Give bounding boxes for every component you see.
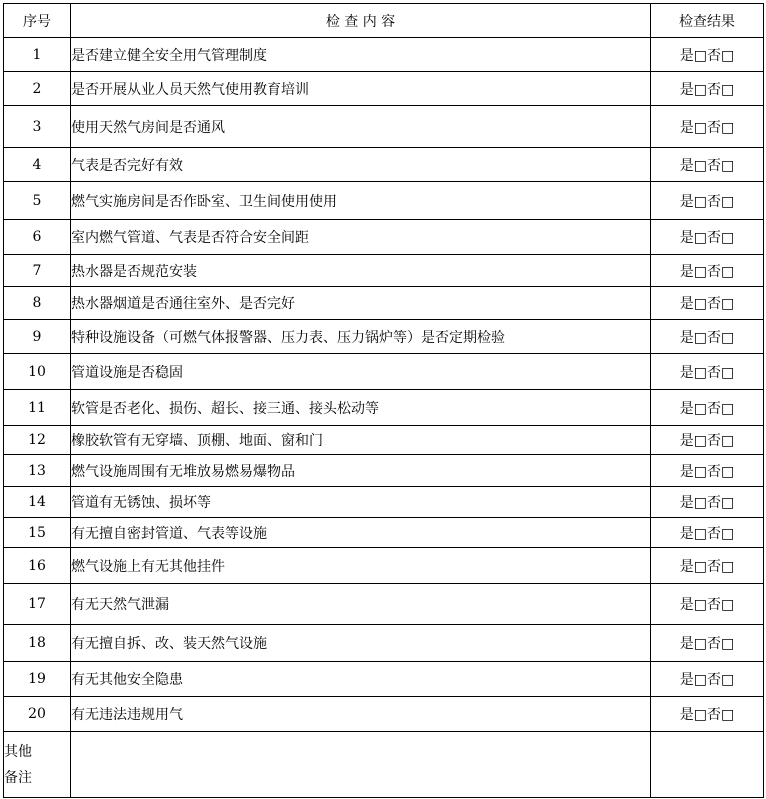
row-result-checkbox[interactable]: 是□否□ <box>651 455 764 487</box>
table-row <box>4 518 764 548</box>
row-number: 7 <box>4 255 71 287</box>
table-row <box>4 662 764 697</box>
row-result-checkbox[interactable]: 是□否□ <box>651 662 764 697</box>
row-number: 4 <box>4 148 71 182</box>
row-item: 有无天然气泄漏 <box>71 584 651 625</box>
table-row <box>4 287 764 320</box>
remarks-row <box>4 732 764 798</box>
row-number: 12 <box>4 426 71 455</box>
row-number: 13 <box>4 455 71 487</box>
row-number: 8 <box>4 287 71 320</box>
row-item: 橡胶软管有无穿墙、顶棚、地面、窗和门 <box>71 426 651 455</box>
row-item: 燃气设施周围有无堆放易燃易爆物品 <box>71 455 651 487</box>
table-row <box>4 320 764 354</box>
table-row <box>4 487 764 518</box>
table-row <box>4 72 764 106</box>
row-result-checkbox[interactable]: 是□否□ <box>651 320 764 354</box>
row-item: 特种设施设备（可燃气体报警器、压力表、压力锅炉等）是否定期检验 <box>71 320 651 354</box>
row-item: 热水器烟道是否通往室外、是否完好 <box>71 287 651 320</box>
table-row <box>4 390 764 426</box>
row-result-checkbox[interactable]: 是□否□ <box>651 548 764 584</box>
row-item: 软管是否老化、损伤、超长、接三通、接头松动等 <box>71 390 651 426</box>
remarks-result <box>651 732 764 798</box>
row-result-checkbox[interactable]: 是□否□ <box>651 106 764 148</box>
table-row <box>4 38 764 72</box>
header-row <box>4 4 764 38</box>
row-item: 有无违法违规用气 <box>71 697 651 732</box>
row-number: 18 <box>4 625 71 662</box>
row-number: 6 <box>4 220 71 255</box>
header-content: 检 查 内 容 <box>71 4 651 38</box>
row-number: 17 <box>4 584 71 625</box>
table-row <box>4 548 764 584</box>
remarks-label <box>4 732 71 798</box>
row-result-checkbox[interactable]: 是□否□ <box>651 354 764 390</box>
row-result-checkbox[interactable]: 是□否□ <box>651 390 764 426</box>
row-item: 燃气实施房间是否作卧室、卫生间使用使用 <box>71 182 651 220</box>
table-row <box>4 220 764 255</box>
table-row <box>4 426 764 455</box>
row-item: 燃气设施上有无其他挂件 <box>71 548 651 584</box>
row-number: 2 <box>4 72 71 106</box>
row-item: 有无其他安全隐患 <box>71 662 651 697</box>
remarks-content[interactable] <box>71 732 651 798</box>
row-result-checkbox[interactable]: 是□否□ <box>651 255 764 287</box>
row-result-checkbox[interactable]: 是□否□ <box>651 220 764 255</box>
row-item: 有无擅自密封管道、气表等设施 <box>71 518 651 548</box>
row-number: 11 <box>4 390 71 426</box>
row-result-checkbox[interactable]: 是□否□ <box>651 518 764 548</box>
table-row <box>4 455 764 487</box>
row-number: 15 <box>4 518 71 548</box>
row-item: 有无擅自拆、改、装天然气设施 <box>71 625 651 662</box>
table-row <box>4 182 764 220</box>
row-number: 10 <box>4 354 71 390</box>
row-item: 管道设施是否稳固 <box>71 354 651 390</box>
row-item: 是否建立健全安全用气管理制度 <box>71 38 651 72</box>
table-row <box>4 354 764 390</box>
row-result-checkbox[interactable]: 是□否□ <box>651 38 764 72</box>
header-result: 检查结果 <box>651 4 764 38</box>
header-number: 序号 <box>4 4 71 38</box>
row-number: 5 <box>4 182 71 220</box>
row-number: 19 <box>4 662 71 697</box>
table-row <box>4 584 764 625</box>
row-result-checkbox[interactable]: 是□否□ <box>651 584 764 625</box>
inspection-table <box>3 3 764 798</box>
table-row <box>4 106 764 148</box>
table-row <box>4 255 764 287</box>
row-result-checkbox[interactable]: 是□否□ <box>651 287 764 320</box>
row-item: 使用天然气房间是否通风 <box>71 106 651 148</box>
row-result-checkbox[interactable]: 是□否□ <box>651 426 764 455</box>
row-result-checkbox[interactable]: 是□否□ <box>651 182 764 220</box>
row-number: 9 <box>4 320 71 354</box>
row-item: 是否开展从业人员天然气使用教育培训 <box>71 72 651 106</box>
row-number: 3 <box>4 106 71 148</box>
table-row <box>4 625 764 662</box>
row-result-checkbox[interactable]: 是□否□ <box>651 72 764 106</box>
row-result-checkbox[interactable]: 是□否□ <box>651 697 764 732</box>
row-item: 热水器是否规范安装 <box>71 255 651 287</box>
row-item: 气表是否完好有效 <box>71 148 651 182</box>
row-number: 20 <box>4 697 71 732</box>
row-item: 管道有无锈蚀、损坏等 <box>71 487 651 518</box>
row-result-checkbox[interactable]: 是□否□ <box>651 625 764 662</box>
row-item: 室内燃气管道、气表是否符合安全间距 <box>71 220 651 255</box>
row-number: 1 <box>4 38 71 72</box>
table-row <box>4 697 764 732</box>
row-number: 14 <box>4 487 71 518</box>
remarks-label-text: 其他 备注 <box>4 743 32 786</box>
row-result-checkbox[interactable]: 是□否□ <box>651 487 764 518</box>
row-number: 16 <box>4 548 71 584</box>
row-result-checkbox[interactable]: 是□否□ <box>651 148 764 182</box>
table-row <box>4 148 764 182</box>
